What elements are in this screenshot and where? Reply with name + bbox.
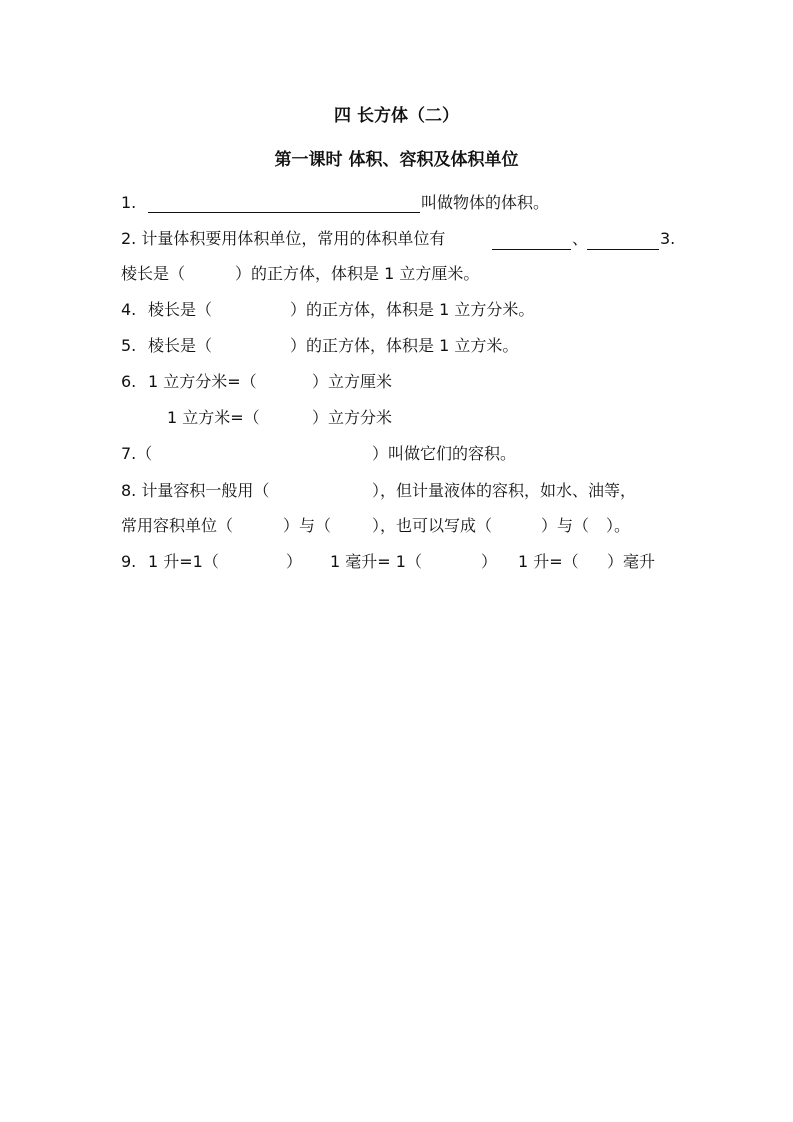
q9-b-right: ） [481, 552, 498, 571]
q5-right: ）的正方体，体积是 1 立方米。 [290, 336, 519, 355]
q4-number: 4. [121, 300, 137, 319]
q8-line2-part-1: 常用容积单位（ [121, 516, 234, 535]
q8-line2-part-2: ）与（ [283, 516, 332, 535]
q1-number: 1. [121, 193, 137, 212]
q9-c-right: ）毫升 [607, 552, 656, 571]
q9-a-right: ） [286, 552, 303, 571]
q5-number: 5. [121, 336, 137, 355]
q9-c-left: 1 升=（ [518, 552, 579, 571]
q6-b-right: ）立方分米 [312, 408, 393, 427]
q9-number: 9. [121, 552, 137, 571]
q6-b-left: 1 立方米=（ [167, 408, 260, 427]
q2-separator: 、 [572, 229, 589, 248]
q2-blank-2[interactable] [587, 249, 659, 250]
q6-a-right: ）立方厘米 [312, 372, 393, 391]
q8-line2-part-3: ），也可以写成（ [372, 516, 493, 535]
q9-a-left: 1 升=1（ [148, 552, 219, 571]
q4-right: ）的正方体，体积是 1 立方分米。 [290, 300, 535, 319]
q2-blank-1[interactable] [492, 249, 571, 250]
q7-left: 7.（ [121, 444, 153, 463]
q5-left: 棱长是（ [148, 336, 213, 355]
q6-number: 6. [121, 372, 137, 391]
q7-right: ）叫做它们的容积。 [372, 444, 517, 463]
q8-line1-right: ），但计量液体的容积，如水、油等， [372, 481, 637, 500]
q8-line2-part-5: ）。 [606, 516, 631, 535]
q2-text: 2. 计量体积要用体积单位，常用的体积单位有 [121, 229, 446, 248]
q3-left: 棱长是（ [121, 264, 186, 283]
q6-a-left: 1 立方分米=（ [148, 372, 257, 391]
q1-suffix: 叫做物体的体积。 [421, 193, 550, 212]
lesson-subtitle: 第一课时 体积、容积及体积单位 [274, 150, 519, 170]
q3-right: ）的正方体，体积是 1 立方厘米。 [235, 264, 480, 283]
q4-left: 棱长是（ [148, 300, 213, 319]
q3-number: 3. [660, 229, 676, 248]
q8-line1-left: 8. 计量容积一般用（ [121, 481, 270, 500]
q9-b-left: 1 毫升= 1（ [330, 552, 422, 571]
page-title: 四 长方体（二） [334, 106, 459, 126]
q1-answer-blank[interactable] [148, 212, 420, 213]
q8-line2-part-4: ）与（ [541, 516, 590, 535]
